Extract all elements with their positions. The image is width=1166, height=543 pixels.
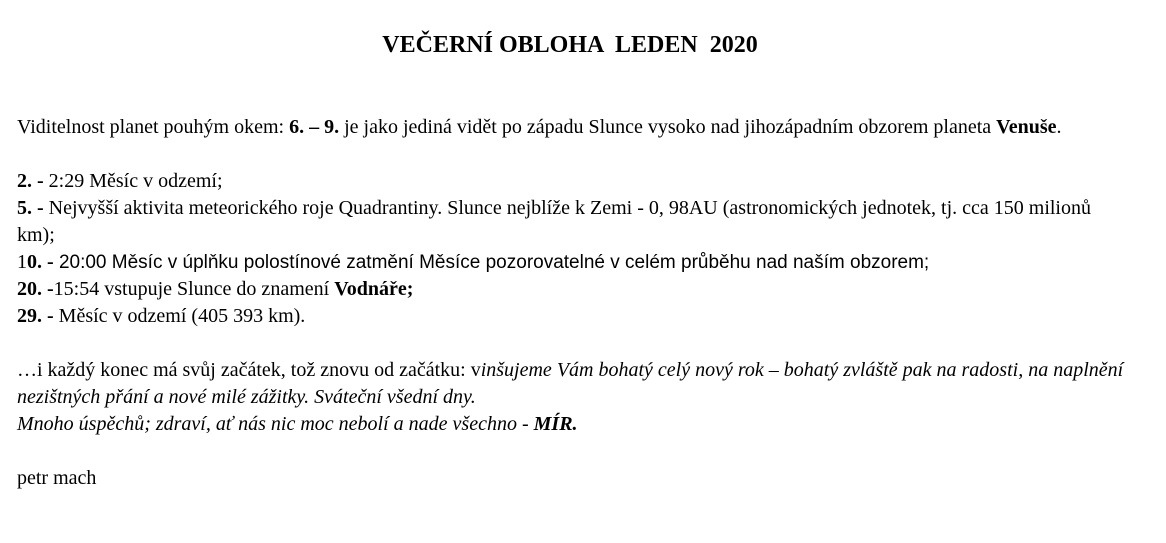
event-day: 0. - <box>27 251 54 273</box>
visibility-text: je jako jediná vidět po západu Slunce vysoko nad jihozápadním obzorem planeta <box>339 116 997 138</box>
event-item <box>17 195 1127 249</box>
event-text: Nejvyšší aktivita meteorického roje Quadrantiny. Slunce nejblíže k Zemi - 0, 98AU (astronomických jednotek, tj. cca 150 milionů km); <box>17 197 1091 246</box>
event-text: 15:54 vstupuje Slunce do znamení <box>53 278 335 300</box>
closing-plain: …i každý konec má svůj začátek, tož znovu od začátku: v <box>17 359 481 381</box>
event-day-prefix: 1 <box>17 251 27 273</box>
event-item <box>17 303 1127 330</box>
event-day: 2. - <box>17 170 44 192</box>
event-day: 20. - <box>17 278 54 300</box>
spacer <box>17 330 1127 357</box>
event-text: 2:29 Měsíc v odzemí; <box>43 170 223 192</box>
event-text: 20:00 Měsíc v úplňku polostínové zatmění Měsíce pozorovatelné v celém průběhu nad naším obzorem; <box>53 252 930 273</box>
planet-name: Venuše <box>996 116 1057 138</box>
closing-paragraph <box>17 357 1127 438</box>
spacer <box>17 141 1127 168</box>
event-item <box>17 168 1127 195</box>
event-item <box>17 249 1127 276</box>
event-text: Měsíc v odzemí (405 393 km). <box>53 305 306 327</box>
document-body <box>17 114 1127 492</box>
zodiac-sign: Vodnáře; <box>334 278 414 300</box>
closing-wishes: inšujeme Vám bohatý celý nový rok – bohatý zvláště pak na radosti, na naplnění nezištných přání a nové milé zážitky. Sváteční všední dny. <box>17 359 1124 408</box>
page-title: VEČERNÍ OBLOHA LEDEN 2020 <box>382 32 758 58</box>
visibility-dates: 6. – 9. <box>289 116 340 138</box>
spacer <box>17 438 1127 465</box>
event-day: 29. - <box>17 305 54 327</box>
event-day: 5. - <box>17 197 44 219</box>
visibility-prefix: Viditelnost planet pouhým okem: <box>17 116 290 138</box>
visibility-suffix: . <box>1056 116 1062 138</box>
closing-wishes-2: Mnoho úspěchů; zdraví, ať nás nic moc nebolí a nade všechno - <box>17 413 534 435</box>
closing-peace: MÍR. <box>533 413 578 435</box>
signature: petr mach <box>17 467 97 489</box>
event-item <box>17 276 1127 303</box>
visibility-paragraph <box>17 114 1127 141</box>
